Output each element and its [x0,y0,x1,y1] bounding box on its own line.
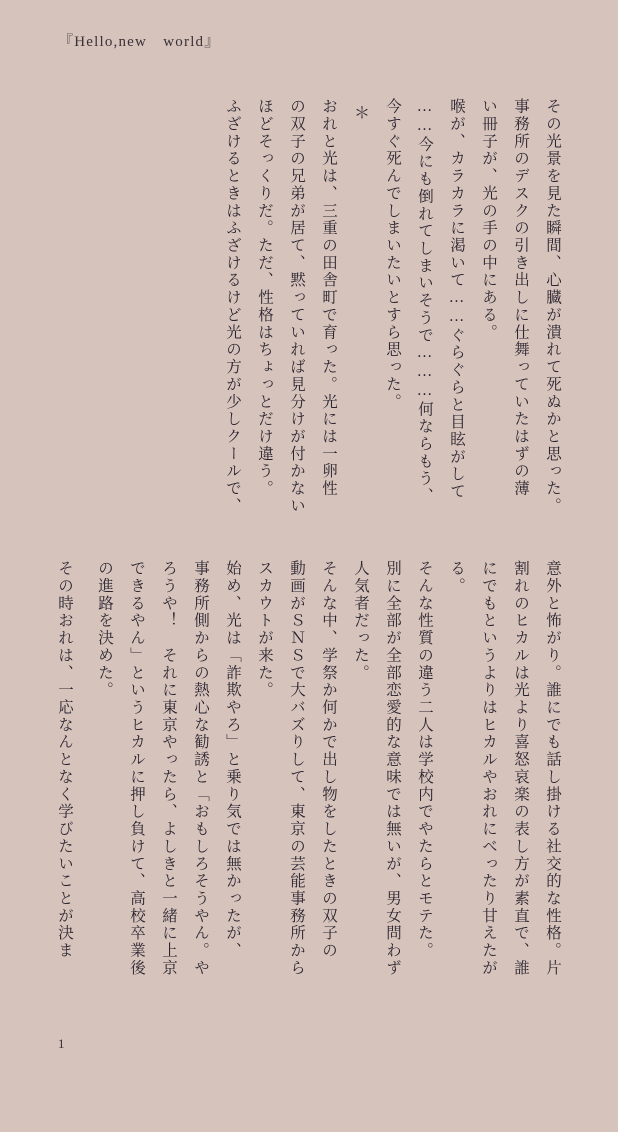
text-column: の双子の兄弟が居て、黙っていれば見分けが付かない [288,98,305,515]
text-column: スカウトが来た。 [256,560,273,699]
text-column: 事務所側からの熱心な勧誘と「おもしろそうやん。や [192,560,209,977]
text-column: 意外と怖がり。誰にでも話し掛ける社交的な性格。片 [544,560,561,977]
text-column: できるやん」というヒカルに押し負けて、高校卒業後 [128,560,145,977]
text-column: 別に全部が全部恋愛的な意味では無いが、男女問わず [384,560,401,977]
text-column: その光景を見た瞬間、心臓が潰れて死ぬかと思った。 [544,98,561,515]
section-separator: ＊ [354,105,371,122]
text-column: ……今にも倒れてしまいそうで………何ならもう、 [416,98,433,505]
text-column: おれと光は、三重の田舎町で育った。光には一卵性 [320,98,337,498]
text-column: 今すぐ死んでしまいたいとすら思った。 [384,98,401,411]
text-column: にでもというよりはヒカルやおれにべったり甘えたが [480,560,497,977]
text-column: ほどそっくりだ。ただ、性格はちょっとだけ違う。 [256,98,273,498]
text-column: そんな性質の違う二人は学校内でやたらとモテた。 [416,560,433,960]
page-title: 『Hello,new world』 [58,34,221,50]
text-column: 喉が、カラカラに渇いて……ぐらぐらと目眩がして [448,98,465,501]
text-column: の進路を決めた。 [96,560,113,699]
text-column: い冊子が、光の手の中にある。 [480,98,497,342]
text-column: ふざけるときはふざけるけど光の方が少しクールで、 [224,98,241,515]
text-column: その時おれは、一応なんとなく学びたいことが決ま [56,560,73,960]
text-column: 人気者だった。 [352,560,369,682]
text-column: そんな中、学祭か何かで出し物をしたときの双子の [320,560,337,960]
text-column: 割れのヒカルは光より喜怒哀楽の表し方が素直で、誰 [512,560,529,977]
text-column: ろうや！ それに東京やったら、よしきと一緒に上京 [160,560,177,977]
text-column: 動画がＳＮＳで大バズりして、東京の芸能事務所から [288,560,305,977]
page-number: 1 [58,1036,65,1051]
text-column: 事務所のデスクの引き出しに仕舞っていたはずの薄 [512,98,529,498]
text-column: る。 [448,560,465,595]
text-column: 始め、光は「詐欺やろ」と乗り気では無かったが、 [224,560,241,960]
